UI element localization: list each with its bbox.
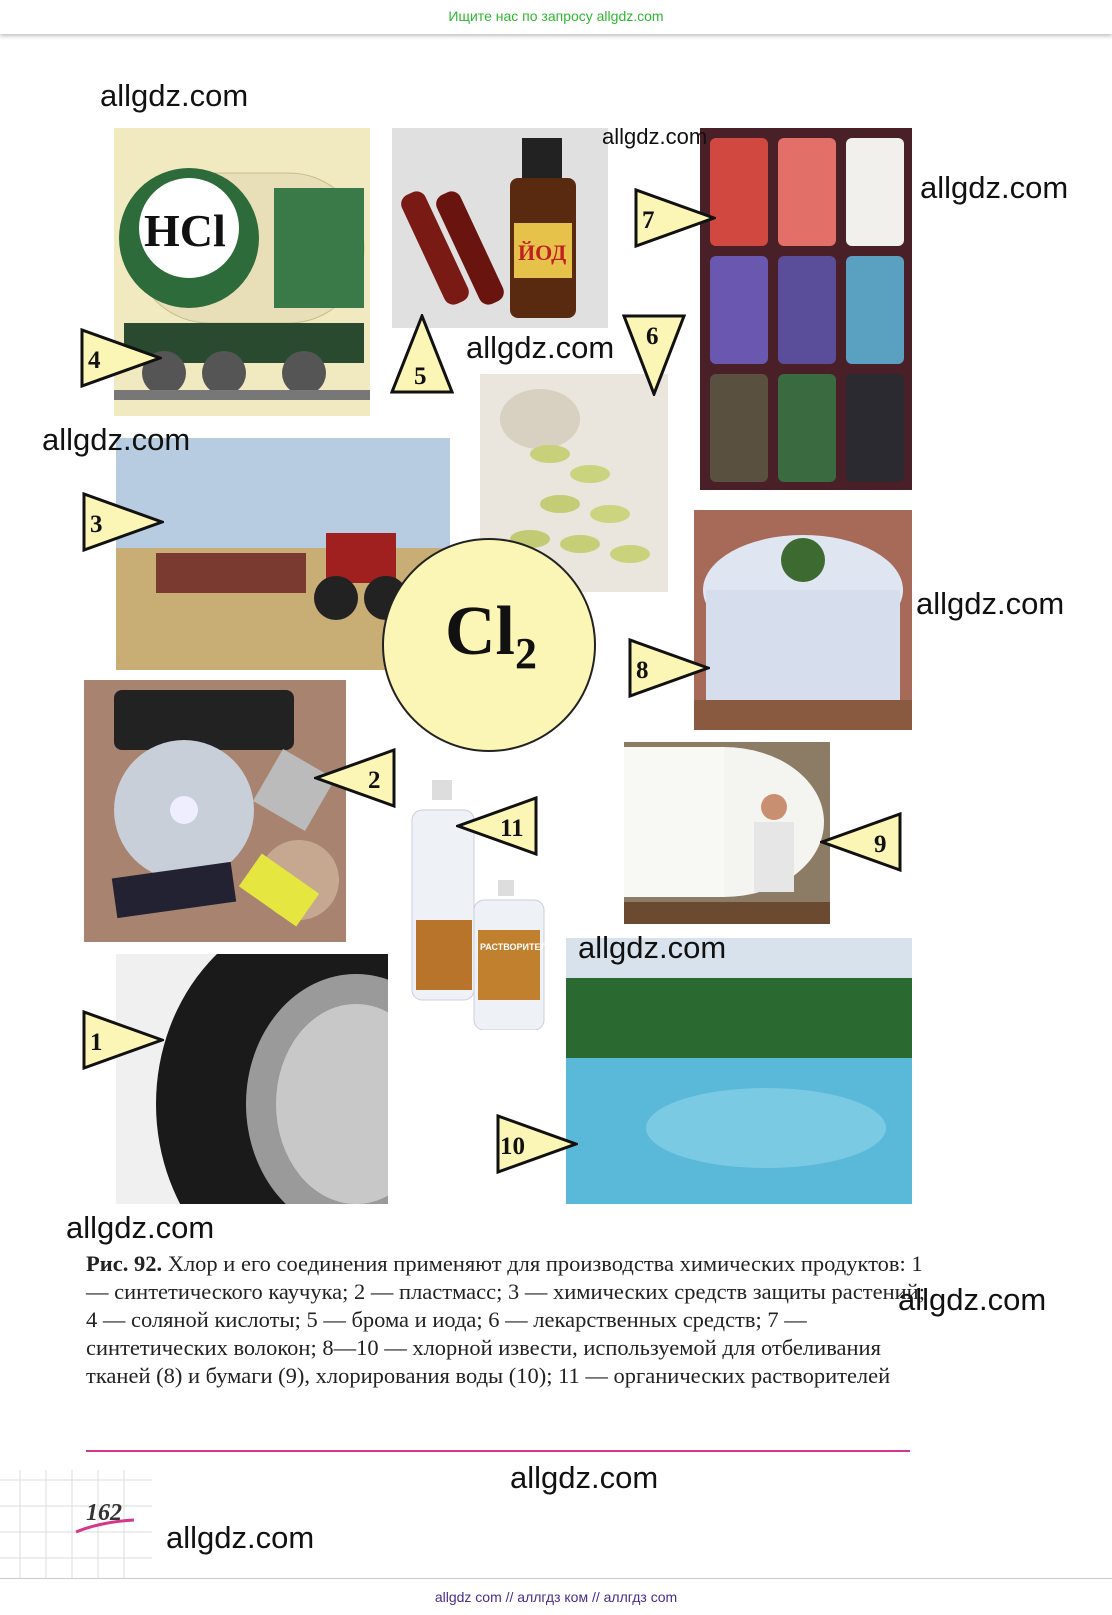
callout-5 xyxy=(390,314,454,394)
chlorine-formula xyxy=(384,592,598,679)
watermark: allgdz.com xyxy=(916,586,1065,621)
watermark: allgdz.com xyxy=(602,124,708,149)
footer-links[interactable]: allgdz com // аллгдз ком // аллгдз com xyxy=(434,1589,678,1605)
callout-1-label: 1 xyxy=(90,1029,103,1056)
callout-2-label: 2 xyxy=(368,767,381,794)
photo-iodine xyxy=(392,128,608,328)
figure-caption-lead: Рис. 92. xyxy=(86,1251,163,1276)
watermark: allgdz.com xyxy=(66,1210,215,1245)
callout-2 xyxy=(314,748,396,808)
callout-9 xyxy=(820,812,902,872)
photo-tablecloth xyxy=(694,510,912,730)
watermark: allgdz.com xyxy=(466,330,615,365)
watermark: allgdz.com xyxy=(898,1282,1047,1317)
photo-paper-roll xyxy=(624,742,830,924)
callout-8 xyxy=(628,638,710,698)
callout-3 xyxy=(82,492,164,552)
iodine-label: ЙОД xyxy=(518,240,567,265)
caption-underline xyxy=(86,1450,910,1452)
callout-11 xyxy=(456,796,538,856)
callout-1 xyxy=(82,1010,164,1070)
search-hint-link[interactable]: Ищите нас по запросу allgdz.com xyxy=(448,8,664,24)
page-number: 162 xyxy=(86,1500,122,1526)
chlorine-symbol: Cl xyxy=(445,593,515,670)
callout-10-label: 10 xyxy=(500,1133,525,1160)
watermark: allgdz.com xyxy=(166,1520,315,1555)
callout-10 xyxy=(496,1114,578,1174)
top-banner xyxy=(0,0,1112,34)
callout-11-label: 11 xyxy=(500,815,524,842)
photo-pool xyxy=(566,938,912,1204)
photo-threads xyxy=(700,128,912,490)
callout-3-label: 3 xyxy=(90,511,103,538)
callout-9-label: 9 xyxy=(874,831,887,858)
photo-plastics xyxy=(84,680,346,942)
callout-7-label: 7 xyxy=(642,207,655,234)
figure-caption xyxy=(86,1250,926,1390)
watermark: allgdz.com xyxy=(920,170,1069,205)
watermark: allgdz.com xyxy=(42,422,191,457)
callout-7 xyxy=(634,188,716,248)
callout-5-label: 5 xyxy=(414,363,427,390)
watermark: allgdz.com xyxy=(510,1460,659,1495)
chlorine-symbol-circle xyxy=(382,538,596,752)
chlorine-subscript: 2 xyxy=(515,629,537,678)
watermark: allgdz.com xyxy=(100,78,249,113)
callout-6-label: 6 xyxy=(646,323,659,350)
solvent-label: РАСТВОРИТЕЛЬ xyxy=(480,942,554,952)
tank-label: HCl xyxy=(144,205,226,256)
footer-bar xyxy=(0,1578,1112,1615)
photo-tire xyxy=(116,954,388,1204)
callout-8-label: 8 xyxy=(636,657,649,684)
callout-6 xyxy=(622,314,686,396)
callout-4 xyxy=(80,328,162,388)
page-corner-grid xyxy=(0,1470,152,1578)
callout-4-label: 4 xyxy=(88,347,101,374)
figure-caption-text: Хлор и его соединения применяют для производства химических продуктов: 1 — синтетического каучука; 2 — пластмасс; 3 — химических средств защиты растений; 4 — соляной кислоты; 5 — брома и иода; 6 — лекарственных средств; 7 — синтетических волокон; 8—10 — хлорной извести, используемой для отбеливания тканей (8) и бумаги (9), хлорирования воды (10); 11 — органических растворителей xyxy=(86,1251,925,1388)
watermark: allgdz.com xyxy=(578,930,727,965)
